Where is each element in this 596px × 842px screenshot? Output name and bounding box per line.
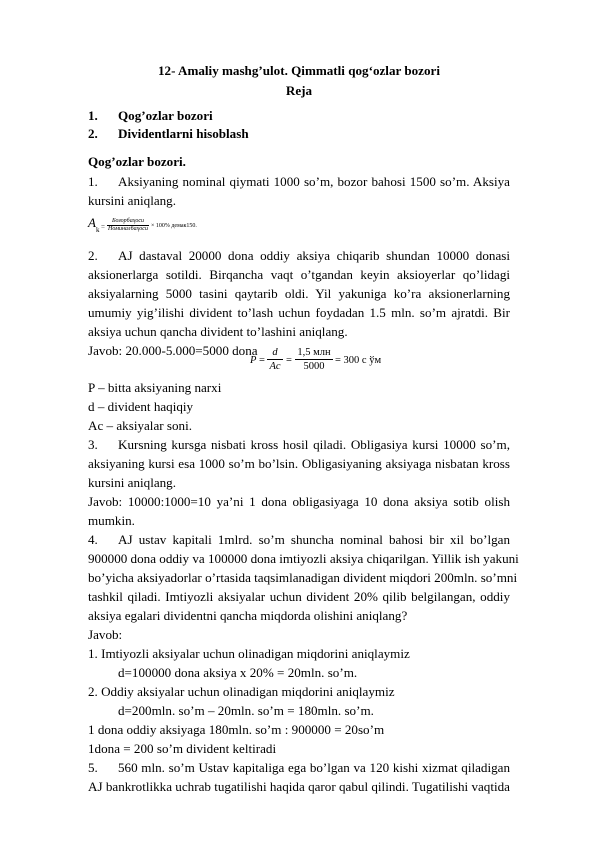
solution-detail <box>88 663 510 682</box>
paragraph-line: kursini aniqlang. <box>88 193 177 208</box>
solution-detail-text: d=100000 dona aksiya x 20% = 20mln. so’m. <box>118 665 358 680</box>
plan-item-text: Qog’ozlar bozori <box>118 108 213 123</box>
problem-number: 2. <box>88 248 98 263</box>
plan-item-text: Dividentlarni hisoblash <box>118 126 249 141</box>
paragraph-line: umumiy yig’ilishi divident to’lash uchun foydadan 1.5 mln. so’m ajratdi. Bir <box>88 305 510 320</box>
formula-numerator: d <box>272 347 278 358</box>
paragraph-line: aksiya uchun qancha divident to’lashini aniqlang. <box>88 324 348 339</box>
answer-line: mumkin. <box>88 513 135 528</box>
formula-fraction <box>267 346 283 373</box>
formula-subscript: k <box>96 226 100 234</box>
formula-p: P <box>250 355 257 366</box>
formula-equals: = <box>259 355 265 366</box>
formula-dividend <box>250 343 390 377</box>
answer-line: Javob: 20.000-5.000=5000 dona <box>88 343 258 358</box>
paragraph-line <box>88 246 510 265</box>
formula-lhs: A <box>88 215 96 230</box>
plan-item <box>88 106 510 125</box>
problem-text: Kursning kursga nisbati kross hosil qiladi. Obligasiya kursi 10000 so’m, <box>118 437 510 452</box>
problem-number: 4. <box>88 532 98 547</box>
formula-equals: = <box>101 223 105 231</box>
paragraph-line: kursini aniqlang. <box>88 475 177 490</box>
solution-step: 1 dona oddiy aksiyaga 180mln. so’m : 900000 = 20so’m <box>88 722 385 737</box>
paragraph-line: aksionerlarga sotildi. Birqancha vaqt o’tgandan keyin aksioyerlar qo’lidagi <box>88 267 510 282</box>
formula-numerator: Бозорбаҳоси <box>111 218 145 224</box>
solution-detail <box>88 701 510 720</box>
plan-item <box>88 124 510 143</box>
solution-detail-text: d=200mln. so’m – 20mln. so’m = 180mln. so’m. <box>118 703 374 718</box>
paragraph-line: aksiyalarning 5000 tasini qaytarib oldi. Yil yakuniga ko’ra aksionerlarning <box>88 286 510 301</box>
formula-course <box>88 213 288 239</box>
paragraph-line <box>88 172 510 191</box>
problem-number: 3. <box>88 437 98 452</box>
formula-fraction <box>107 218 149 233</box>
definition-line: P – bitta aksiyaning narxi <box>88 380 222 395</box>
solution-step: 2. Oddiy aksiyalar uchun olinadigan miqdorini aniqlaymiz <box>88 684 395 699</box>
paragraph-line <box>88 435 510 454</box>
plan-item-number: 1. <box>88 108 98 123</box>
definition-line: d – divident haqiqiy <box>88 399 194 414</box>
problem-text: 560 mln. so’m Ustav kapitaliga ega bo’lgan va 120 kishi xizmat qiladigan <box>118 760 510 775</box>
problem-number: 1. <box>88 174 98 189</box>
formula-fraction <box>295 346 333 373</box>
problem-text: AJ ustav kapitali 1mlrd. so’m shuncha nominal bahosi bir xil bo’lgan <box>118 532 510 547</box>
page-title: 12- Amaliy mashg’ulot. Qimmatli qog‘ozlar bozori <box>158 63 440 78</box>
paragraph-line: AJ bankrotlikka uchrab tugatilishi haqida qaror qabul qilindi. Tugatilishi vaqtida <box>88 779 510 794</box>
paragraph-line: aksiyaning kursi esa 1000 so’m bo’lsin. Obligasiyaning aksiyaga nisbatan kross <box>88 456 510 471</box>
formula-denominator: Ac <box>267 359 283 373</box>
formula-equals: = <box>286 355 292 366</box>
paragraph-line: tashkil qiladi. Imtiyozli aksiyalar uchun divident 20% qilib belgilangan, oddiy <box>88 589 510 604</box>
section-heading: Qog’ozlar bozori. <box>88 154 186 169</box>
paragraph-line: bo’yicha aksiyadorlar o’rtasida taqsimlanadigan divident miqdori 200mln. so’mni <box>88 570 518 585</box>
solution-step: 1dona = 200 so’m divident keltiradi <box>88 741 277 756</box>
paragraph-line <box>88 530 510 549</box>
solution-step: 1. Imtiyozli aksiyalar uchun olinadigan miqdorini aniqlaymiz <box>88 646 410 661</box>
paragraph-line <box>88 758 510 777</box>
answer-line: Javob: <box>88 627 123 642</box>
formula-denominator: Номиналбаҳоси <box>108 226 148 232</box>
plan-item-number: 2. <box>88 126 98 141</box>
plan-heading: Reja <box>285 83 313 98</box>
formula-rhs: × 100% демак150. <box>151 223 197 229</box>
problem-number: 5. <box>88 760 98 775</box>
paragraph-line: 900000 dona oddiy va 100000 dona imtiyozli aksiya chiqarilgan. Yillik ish yakuni <box>88 551 519 566</box>
formula-denominator: 5000 <box>295 359 333 373</box>
problem-text: Aksiyaning nominal qiymati 1000 so’m, bozor bahosi 1500 so’m. Aksiya <box>118 174 510 189</box>
paragraph-line: aksiya egalari dividentni qancha miqdorda olishini aniqlang? <box>88 608 408 623</box>
formula-numerator: 1,5 млн <box>297 347 331 358</box>
answer-line: Javob: 10000:1000=10 ya’ni 1 dona obligasiyaga 10 dona aksiya sotib olish <box>88 494 510 509</box>
formula-result: = 300 с ўм <box>335 355 382 366</box>
problem-text: AJ dastaval 20000 dona oddiy aksiya chiqarib shundan 10000 donasi <box>118 248 510 263</box>
definition-line: Ac – aksiyalar soni. <box>88 418 192 433</box>
